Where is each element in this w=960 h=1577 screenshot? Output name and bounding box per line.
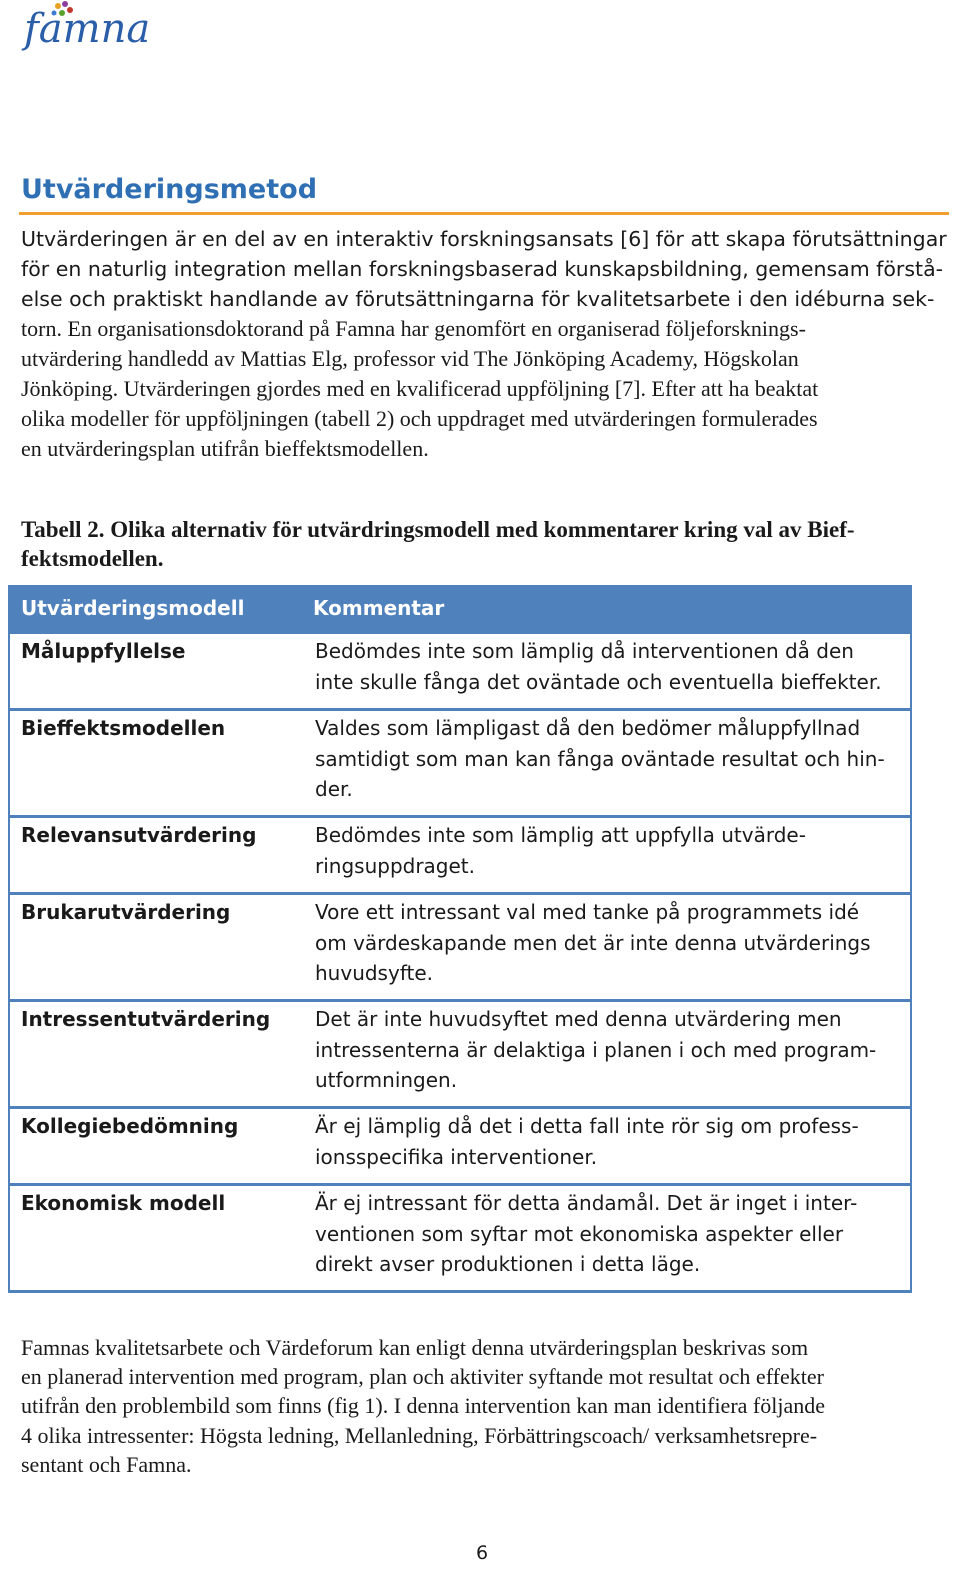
comment-line: intressenterna är delaktiga i planen i och med program- (315, 1037, 877, 1062)
comment-cell (292, 634, 910, 708)
caption-line: fektsmodellen. (21, 546, 164, 571)
caption-line: Tabell 2. Olika alternativ för utvärdringsmodell med kommentarer kring val av Bief- (21, 517, 855, 542)
table-row (8, 1106, 912, 1183)
model-cell: Brukarutvärdering (21, 900, 231, 924)
intro-line: Jönköping. Utvärderingen gjordes med en kvalificerad uppföljning [7]. Efter att ha beaktat (21, 376, 819, 401)
comment-line: ionsspecifika interventioner. (315, 1144, 598, 1169)
table-row (8, 999, 912, 1106)
page-number: 6 (476, 1542, 489, 1564)
comment-line: utformningen. (315, 1068, 458, 1093)
comment-cell (292, 895, 910, 999)
intro-line: Utvärderingen är en del av en interaktiv forskningsansats [6] för att skapa förutsättningar (21, 227, 947, 251)
model-cell: Ekonomisk modell (21, 1191, 226, 1215)
comment-line: om värdeskapande men det är inte denna utvärderings (315, 930, 871, 955)
column-header-model: Utvärderingsmodell (21, 596, 245, 620)
table-header-row (8, 585, 912, 631)
model-cell: Relevansutvärdering (21, 823, 257, 847)
logo-wordmark: famna (24, 6, 151, 52)
famna-logo (18, 0, 158, 80)
intro-line: torn. En organisationsdoktorand på Famna har genomfört en organiserad följeforsknings- (21, 316, 806, 341)
outro-paragraph (21, 1333, 946, 1479)
comment-line: Bedömdes inte som lämplig då interventionen då den (315, 639, 854, 663)
table-row (8, 815, 912, 892)
comment-line: inte skulle fånga det oväntade och eventuella bieffekter. (315, 669, 882, 694)
comment-line: ringsuppdraget. (315, 853, 476, 878)
comment-line: ventionen som syftar mot ekonomiska aspekter eller (315, 1221, 844, 1246)
intro-line: för en naturlig integration mellan forskningsbaserad kunskapsbildning, gemensam förstå- (21, 257, 944, 281)
comment-line: der. (315, 777, 353, 802)
comment-line: samtidigt som man kan fånga oväntade resultat och hin- (315, 746, 885, 771)
table-row (8, 892, 912, 999)
table-caption (21, 515, 855, 573)
comment-line: Vore ett intressant val med tanke på programmets idé (315, 900, 860, 924)
comment-line: Är ej intressant för detta ändamål. Det är inget i inter- (315, 1191, 858, 1215)
table-row (8, 631, 912, 708)
intro-line: utvärdering handledd av Mattias Elg, professor vid The Jönköping Academy, Högskolan (21, 346, 799, 371)
heading-rule (19, 212, 949, 215)
comment-line: direkt avser produktionen i detta läge. (315, 1252, 701, 1277)
comment-cell (292, 1002, 910, 1106)
intro-line: else och praktiskt handlande av förutsättningarna för kvalitetsarbete i den idéburna sek- (21, 287, 935, 311)
comment-cell (292, 1109, 910, 1183)
model-cell: Bieffektsmodellen (21, 716, 226, 740)
model-cell: Kollegiebedömning (21, 1114, 239, 1138)
outro-line: utifrån den problembild som finns (fig 1). I denna intervention kan man identifiera följande (21, 1393, 825, 1419)
comment-line: Bedömdes inte som lämplig att uppfylla utvärde- (315, 823, 806, 847)
outro-line: Famnas kvalitetsarbete och Värdeforum kan enligt denna utvärderingsplan beskrivas som (21, 1335, 809, 1360)
comment-cell (292, 818, 910, 892)
comment-line: Valdes som lämpligast då den bedömer måluppfyllnad (315, 716, 861, 740)
comment-line: Det är inte huvudsyftet med denna utvärdering men (315, 1007, 842, 1031)
intro-line: en utvärderingsplan utifrån bieffektsmodellen. (21, 436, 429, 461)
table-row (8, 708, 912, 815)
outro-line: sentant och Famna. (21, 1451, 192, 1477)
evaluation-models-table (8, 585, 912, 1293)
model-cell: Måluppfyllelse (21, 639, 186, 663)
outro-line: 4 olika intressenter: Högsta ledning, Mellanledning, Förbättringscoach/ verksamhetsrepre- (21, 1422, 818, 1448)
intro-paragraph (21, 224, 946, 464)
column-header-comment: Kommentar (313, 596, 445, 620)
comment-line: Är ej lämplig då det i detta fall inte rör sig om profess- (315, 1114, 859, 1138)
comment-cell (292, 711, 910, 815)
section-heading: Utvärderingsmetod (21, 174, 318, 205)
outro-line: en planerad intervention med program, plan och aktiviter syftande mot resultat och effekter (21, 1364, 824, 1390)
model-cell: Intressentutvärdering (21, 1007, 271, 1031)
intro-line: olika modeller för uppföljningen (tabell 2) och uppdraget med utvärderingen formulerades (21, 406, 818, 431)
comment-line: huvudsyfte. (315, 961, 434, 986)
table-row (8, 1183, 912, 1293)
comment-cell (292, 1186, 910, 1290)
